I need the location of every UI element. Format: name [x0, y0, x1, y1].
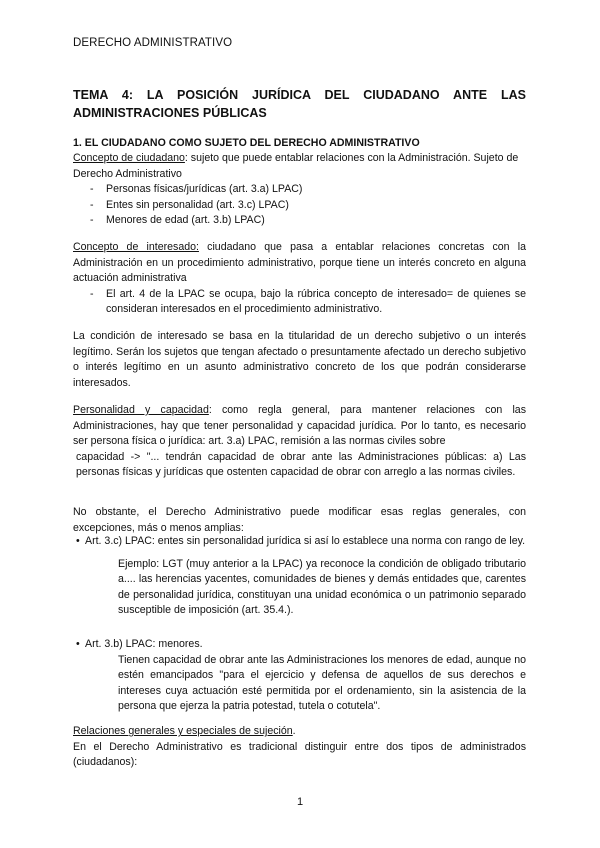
chapter-title-line-2: ADMINISTRACIONES PÚBLICAS — [73, 106, 267, 120]
list-item — [73, 182, 526, 198]
dash-marker: - — [90, 214, 94, 226]
art3b-text: Art. 3.b) LPAC: menores. — [85, 638, 203, 650]
list-item-text: Personas físicas/jurídicas (art. 3.a) LPAC) — [106, 183, 303, 195]
list-item-text: Entes sin personalidad (art. 3.c) LPAC) — [106, 198, 289, 211]
no-obstante-paragraph: No obstante, el Derecho Administrativo puede modificar esas reglas generales, con excepciones, más o menos amplias: — [73, 506, 526, 534]
bullet-marker: • — [76, 535, 80, 547]
dash-marker: - — [90, 287, 94, 300]
list-item-text: Menores de edad (art. 3.b) LPAC) — [106, 214, 265, 226]
ciudadano-term: Concepto de ciudadano — [73, 152, 185, 164]
dash-marker: - — [90, 183, 94, 195]
interesado-term: Concepto de interesado: — [73, 241, 199, 253]
art3c-text: Art. 3.c) LPAC: entes sin personalidad jurídica si así lo establece una norma con rango de ley. — [85, 535, 526, 547]
personalidad-paragraph — [73, 403, 526, 450]
personalidad-cita: capacidad -> "... tendrán capacidad de obrar ante las Administraciones públicas: a) Las personas físicas y jurídicas que ostenten capacidad de obrar con arreglo a las normas civiles. — [76, 450, 526, 478]
art3c-bullet-item — [73, 534, 526, 550]
dash-marker: - — [90, 198, 94, 211]
personalidad-text: : como regla general, para mantener relaciones con las Administraciones, hay que tener personalidad y capacidad jurídica. Por lo tanto, es necesario ser persona física o jurídica: art. 3.a) LPAC, remisión a las normas civiles sobre — [73, 404, 526, 447]
relaciones-heading — [73, 724, 526, 740]
running-header: DERECHO ADMINISTRATIVO — [73, 37, 233, 49]
relaciones-period: . — [292, 725, 296, 737]
list-item — [73, 213, 526, 229]
relaciones-block — [73, 724, 526, 771]
personalidad-term: Personalidad y capacidad — [73, 404, 209, 416]
page-number: 1 — [296, 796, 304, 808]
section-1-heading: 1. EL CIUDADANO COMO SUJETO DEL DERECHO ADMINISTRATIVO — [73, 137, 420, 149]
art3b-block — [73, 637, 526, 715]
art3c-block — [73, 534, 526, 619]
chapter-title — [73, 86, 526, 122]
interesado-block — [73, 240, 526, 318]
ciudadano-block — [73, 151, 526, 229]
list-item — [73, 287, 526, 318]
ejemplo-paragraph: Ejemplo: LGT (muy anterior a la LPAC) ya reconoce la condición de obligado tributario a.... las herencias yacentes, comunidades de bienes y demás entidades que, carentes de personalidad jurídica, constituyan una unidad económica o un patrimonio separado susceptible de imposición (art. 35.4.). — [118, 557, 526, 616]
list-item-text: El art. 4 de la LPAC se ocupa, bajo la rúbrica concepto de interesado= de quienes se consideran interesados en el procedimiento administrativo. — [106, 287, 526, 315]
interesado-list — [73, 287, 526, 318]
list-item — [73, 198, 526, 214]
interesado-paragraph — [73, 240, 526, 287]
ciudadano-definition: : sujeto que puede entablar relaciones con la Administración. Sujeto de Derecho Administrativo — [73, 152, 519, 180]
ciudadano-list — [73, 182, 526, 229]
bullet-marker: • — [76, 638, 80, 650]
interesado-definition: ciudadano que pasa a entablar relaciones concretas con la Administración en un procedimiento administrativo, porque tiene un interés concreto en alguna actuación administrativa — [73, 241, 527, 284]
chapter-title-line-1: TEMA 4: LA POSICIÓN JURÍDICA DEL CIUDADANO ANTE LAS — [73, 88, 526, 102]
personalidad-block — [73, 403, 526, 481]
menores-paragraph: Tienen capacidad de obrar ante las Administraciones los menores de edad, aunque no estén emancipados "para el ejercicio y defensa de aquellos de sus derechos e intereses cuya actuación esté permitida por el ordenamiento, sin la asistencia de la persona que ejerza la patria potestad, tutela o cotutela". — [118, 653, 526, 712]
condicion-paragraph: La condición de interesado se basa en la titularidad de un derecho subjetivo o un interés legítimo. Serán los sujetos que tengan afectado o presuntamente afectado un derecho subjetivo o interés legítimo en un asunto administrativo concreto de los que podrán considerarse interesados. — [73, 330, 526, 389]
ciudadano-paragraph — [73, 151, 526, 182]
relaciones-term: Relaciones generales y especiales de sujeción — [73, 725, 293, 737]
relaciones-paragraph: En el Derecho Administrativo es tradicional distinguir entre dos tipos de administrados (ciudadanos): — [73, 740, 526, 768]
art3b-bullet-item — [73, 637, 526, 653]
